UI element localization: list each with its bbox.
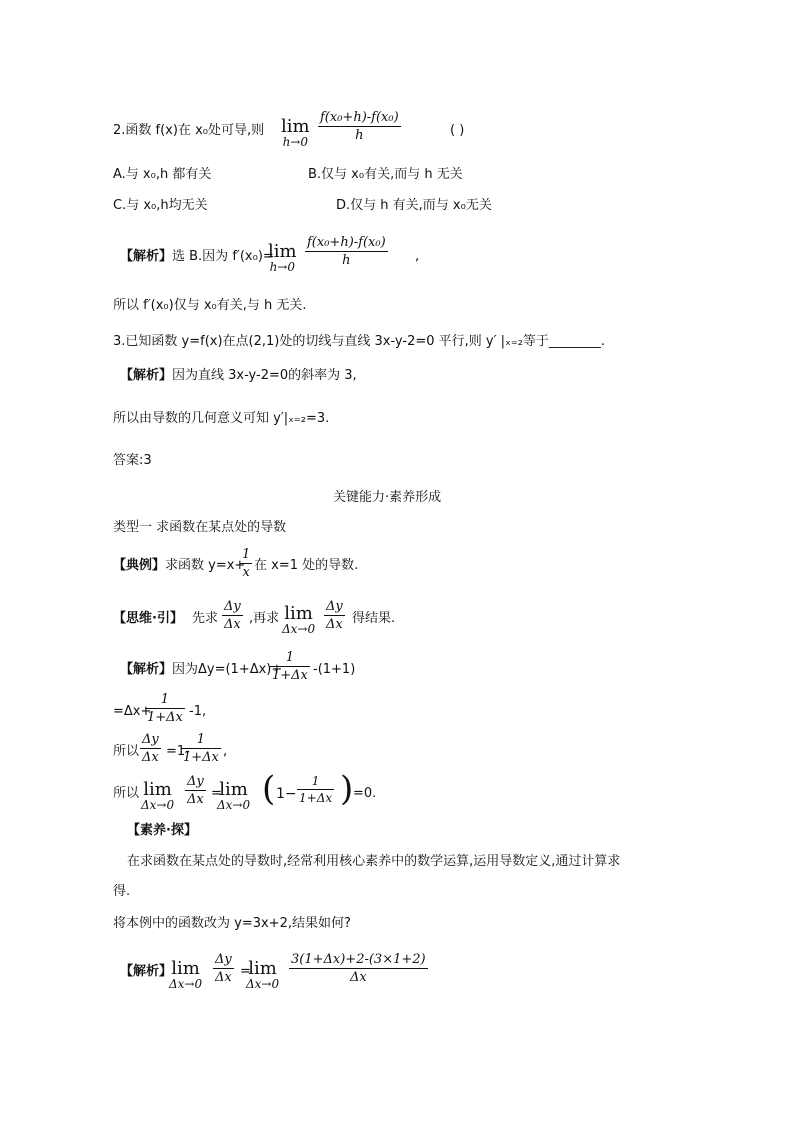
- solution-line1-post: -(1+1): [313, 662, 356, 677]
- q3-jiexi-label: 【解析】: [120, 368, 173, 383]
- solution-line3-post: ,: [223, 744, 228, 759]
- q2-jiexi-label: 【解析】: [120, 249, 173, 264]
- solution-line4-fraction: $\frac{1}{1+\Delta x}$: [299, 774, 333, 805]
- q2-option-c: C.与 x₀,h均无关: [113, 198, 208, 213]
- q2-option-b: B.仅与 x₀有关,而与 h 无关: [308, 167, 463, 182]
- think-text-pre: 先求: [192, 611, 219, 626]
- solution-line4-open-paren: (: [262, 769, 276, 809]
- q2-limit: lim h→0: [281, 116, 310, 149]
- section-title: 关键能力·素养形成: [333, 490, 442, 505]
- solution-line4-limit-b: lim Δx→0: [217, 779, 251, 812]
- think-dydx-fraction: $\frac{\Delta y}{\Delta x}$: [224, 599, 241, 632]
- solution-line4-pre: 所以: [113, 786, 140, 801]
- last-dydx: $\frac{\Delta y}{\Delta x}$: [215, 952, 232, 985]
- example-fraction: $\frac{1}{x}$: [242, 547, 251, 580]
- last-solution-label: 【解析】: [120, 964, 173, 979]
- last-eq: =: [240, 964, 251, 979]
- example-text-post: 在 x=1 处的导数.: [254, 558, 359, 573]
- think-limit-fraction: $\frac{\Delta y}{\Delta x}$: [326, 599, 343, 632]
- solution-line3-dydx: $\frac{\Delta y}{\Delta x}$: [142, 732, 159, 765]
- change-question: 将本例中的函数改为 y=3x+2,结果如何?: [113, 916, 351, 931]
- solution-line3-mid: =1-: [166, 744, 190, 759]
- solution-line2-fraction: $\frac{1}{1+\Delta x}$: [147, 692, 183, 725]
- q2-jiexi-fraction: $\frac{\text{f(x₀+h)-f(x₀)}}{h}$: [307, 235, 386, 268]
- suyang-paragraph-line1: 在求函数在某点处的导数时,经常利用核心素养中的数学运算,运用导数定义,通过计算求: [127, 854, 621, 869]
- solution-line4-dydx: $\frac{\Delta y}{\Delta x}$: [187, 774, 204, 807]
- last-fraction: $\frac{3(1+\Delta x)+2-(3\times 1+2)}{\Delta x}$: [291, 952, 426, 985]
- q2-fraction: $\frac{\text{f(x₀+h)-f(x₀)}}{h}$: [320, 110, 399, 143]
- q2-option-a: A.与 x₀,h 都有关: [113, 167, 212, 182]
- solution-line4-eq: =: [211, 786, 222, 801]
- solution-label: 【解析】: [120, 662, 173, 677]
- type-one-heading: 类型一 求函数在某点处的导数: [113, 520, 287, 535]
- solution-line3-pre: 所以: [113, 744, 140, 759]
- q3-jiexi-text: 因为直线 3x-y-2=0的斜率为 3,: [172, 368, 357, 383]
- solution-line1-fraction: $\frac{1}{1+\Delta x}$: [272, 650, 308, 683]
- example-text-pre: 求函数 y=x+: [165, 558, 246, 573]
- example-label: 【典例】: [113, 558, 166, 573]
- q2-jiexi-tail: ,: [415, 249, 420, 264]
- solution-line1-pre: 因为Δy=(1+Δx)+: [172, 662, 283, 677]
- suyang-paragraph-line2: 得.: [113, 884, 131, 899]
- q2-conclusion: 所以 f′(x₀)仅与 x₀有关,与 h 无关.: [113, 298, 307, 313]
- suyang-label: 【素养·探】: [127, 823, 197, 838]
- think-limit: lim Δx→0: [282, 603, 316, 636]
- last-limit-a: lim Δx→0: [169, 958, 203, 991]
- solution-line4-inner: 1−: [276, 786, 297, 802]
- solution-line4-close-paren: ): [340, 769, 354, 809]
- think-text-mid: ,再求: [249, 611, 280, 626]
- think-text-post: 得结果.: [352, 611, 396, 626]
- think-label: 【思维·引】: [113, 611, 183, 626]
- solution-line3-fraction: $\frac{1}{1+\Delta x}$: [183, 732, 219, 765]
- q2-answer-paren: ( ): [450, 123, 465, 138]
- q2-option-d: D.仅与 h 有关,而与 x₀无关: [336, 198, 492, 213]
- q3-conclusion: 所以由导数的几何意义可知 y′|ₓ₌₂=3.: [113, 411, 330, 426]
- solution-line4-limit-a: lim Δx→0: [141, 779, 175, 812]
- q2-jiexi-limit: lim h→0: [268, 241, 297, 274]
- q2-jiexi-text: 选 B.因为 f′(x₀)=: [172, 249, 274, 264]
- solution-line2-post: -1,: [189, 704, 207, 719]
- solution-line4-post: =0.: [353, 786, 377, 801]
- solution-line2-pre: =Δx+: [113, 704, 152, 719]
- last-limit-b: lim Δx→0: [246, 958, 280, 991]
- q3-stem: 3.已知函数 y=f(x)在点(2,1)处的切线与直线 3x-y-2=0 平行,则 y′ |ₓ₌₂等于________.: [113, 334, 606, 349]
- q3-answer: 答案:3: [113, 453, 152, 468]
- q2-stem: 2.函数 f(x)在 x₀处可导,则: [113, 123, 265, 138]
